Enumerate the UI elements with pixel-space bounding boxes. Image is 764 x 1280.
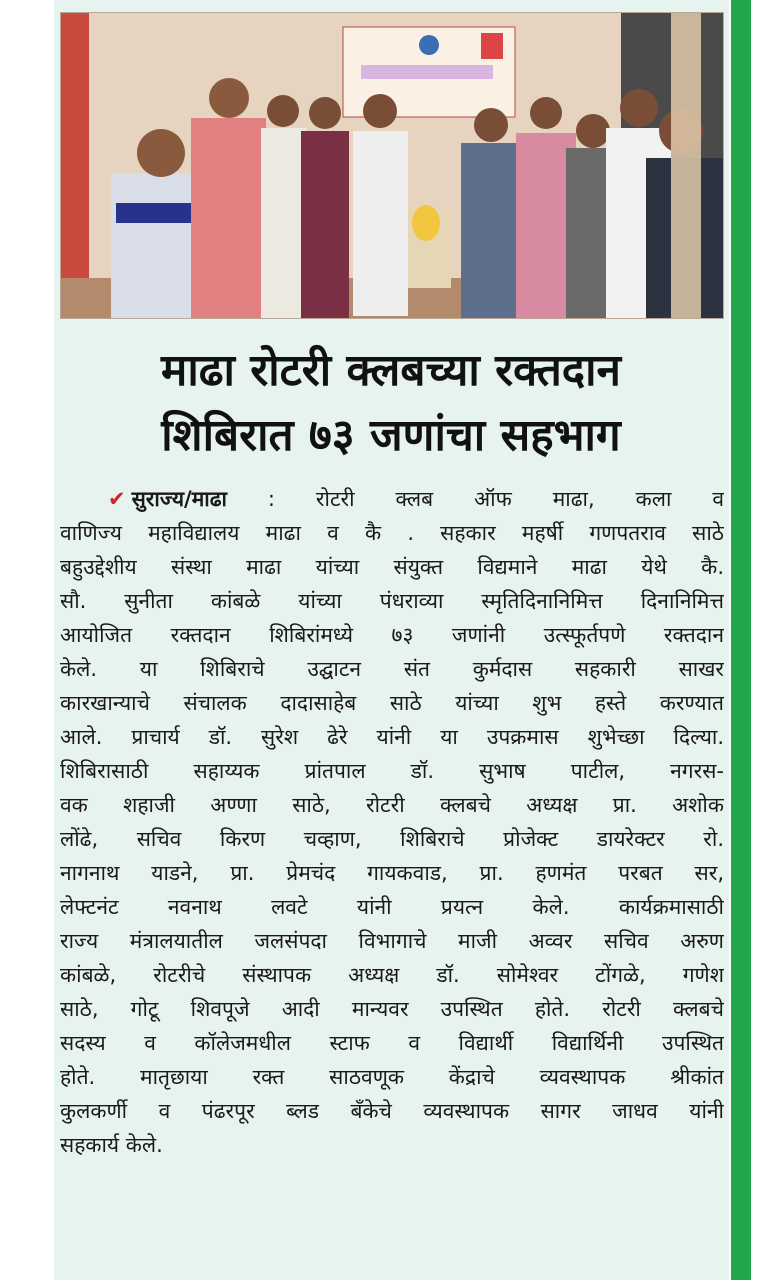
article-line: सदस्य व कॉलेजमधील स्टाफ व विद्यार्थी विद्यार्थिनी उपस्थित <box>60 1031 724 1055</box>
article-line: लोंढे, सचिव किरण चव्हाण, शिबिराचे प्रोजेक्ट डायरेक्टर रो. <box>60 827 724 851</box>
article-line: कांबळे, रोटरीचे संस्थापक अध्यक्ष डॉ. सोमेश्वर टोंगळे, गणेश <box>60 963 724 987</box>
article-line: वक शहाजी अण्णा साठे, रोटरी क्लबचे अध्यक्ष प्रा. अशोक <box>60 793 724 817</box>
headline-line-2: शिबिरात ७३ जणांचा सहभाग <box>161 410 621 461</box>
article-line: वाणिज्य महाविद्यालय माढा व कै . सहकार महर्षी गणपतराव साठे <box>60 521 724 545</box>
article-line: कुलकर्णी व पंढरपूर ब्लड बँकेचे व्यवस्थापक सागर जाधव यांनी <box>60 1099 724 1123</box>
article-line: नागनाथ याडने, प्रा. प्रेमचंद गायकवाड, प्रा. हणमंत परबत सर, <box>60 861 724 885</box>
article-line: शिबिरासाठी सहाय्यक प्रांतपाल डॉ. सुभाष पाटील, नगरस- <box>60 759 724 783</box>
article-line: आले. प्राचार्य डॉ. सुरेश ढेरे यांनी या उपक्रमास शुभेच्छा दिल्या. <box>60 725 724 749</box>
article-line: साठे, गोटू शिवपूजे आदी मान्यवर उपस्थित होते. रोटरी क्लबचे <box>60 997 724 1021</box>
article-line: लेफ्टनंट नवनाथ लवटे यांनी प्रयत्न केले. कार्यक्रमासाठी <box>60 895 724 919</box>
event-photo <box>60 12 724 319</box>
article-line: ✔ सुराज्य/माढा : रोटरी क्लब ऑफ माढा, कला व <box>108 487 724 511</box>
dateline: सुराज्य/माढा <box>131 487 227 511</box>
green-side-bar <box>731 0 751 1280</box>
headline-line-1: माढा रोटरी क्लबच्या रक्तदान <box>161 345 621 396</box>
headline <box>60 338 722 468</box>
article-line: केले. या शिबिराचे उद्घाटन संत कुर्मदास सहकारी साखर <box>60 657 724 681</box>
check-icon: ✔ <box>108 487 126 511</box>
article-line: राज्य मंत्रालयातील जलसंपदा विभागाचे माजी अव्वर सचिव अरुण <box>60 929 724 953</box>
article-line: होते. मातृछाया रक्त साठवणूक केंद्राचे व्यवस्थापक श्रीकांत <box>60 1065 724 1089</box>
article-line: बहुउद्देशीय संस्था माढा यांच्या संयुक्त विद्यमाने माढा येथे कै. <box>60 555 724 579</box>
article-body <box>60 482 724 1162</box>
article-line: आयोजित रक्तदान शिबिरांमध्ये ७३ जणांनी उत्स्फूर्तपणे रक्तदान <box>60 623 724 647</box>
article-line: सौ. सुनीता कांबळे यांच्या पंधराव्या स्मृतिदिनानिमित्त दिनानिमित्त <box>60 589 724 613</box>
article-line: कारखान्याचे संचालक दादासाहेब साठे यांच्या शुभ हस्ते करण्यात <box>60 691 724 715</box>
article-line: सहकार्य केले. <box>60 1133 163 1157</box>
